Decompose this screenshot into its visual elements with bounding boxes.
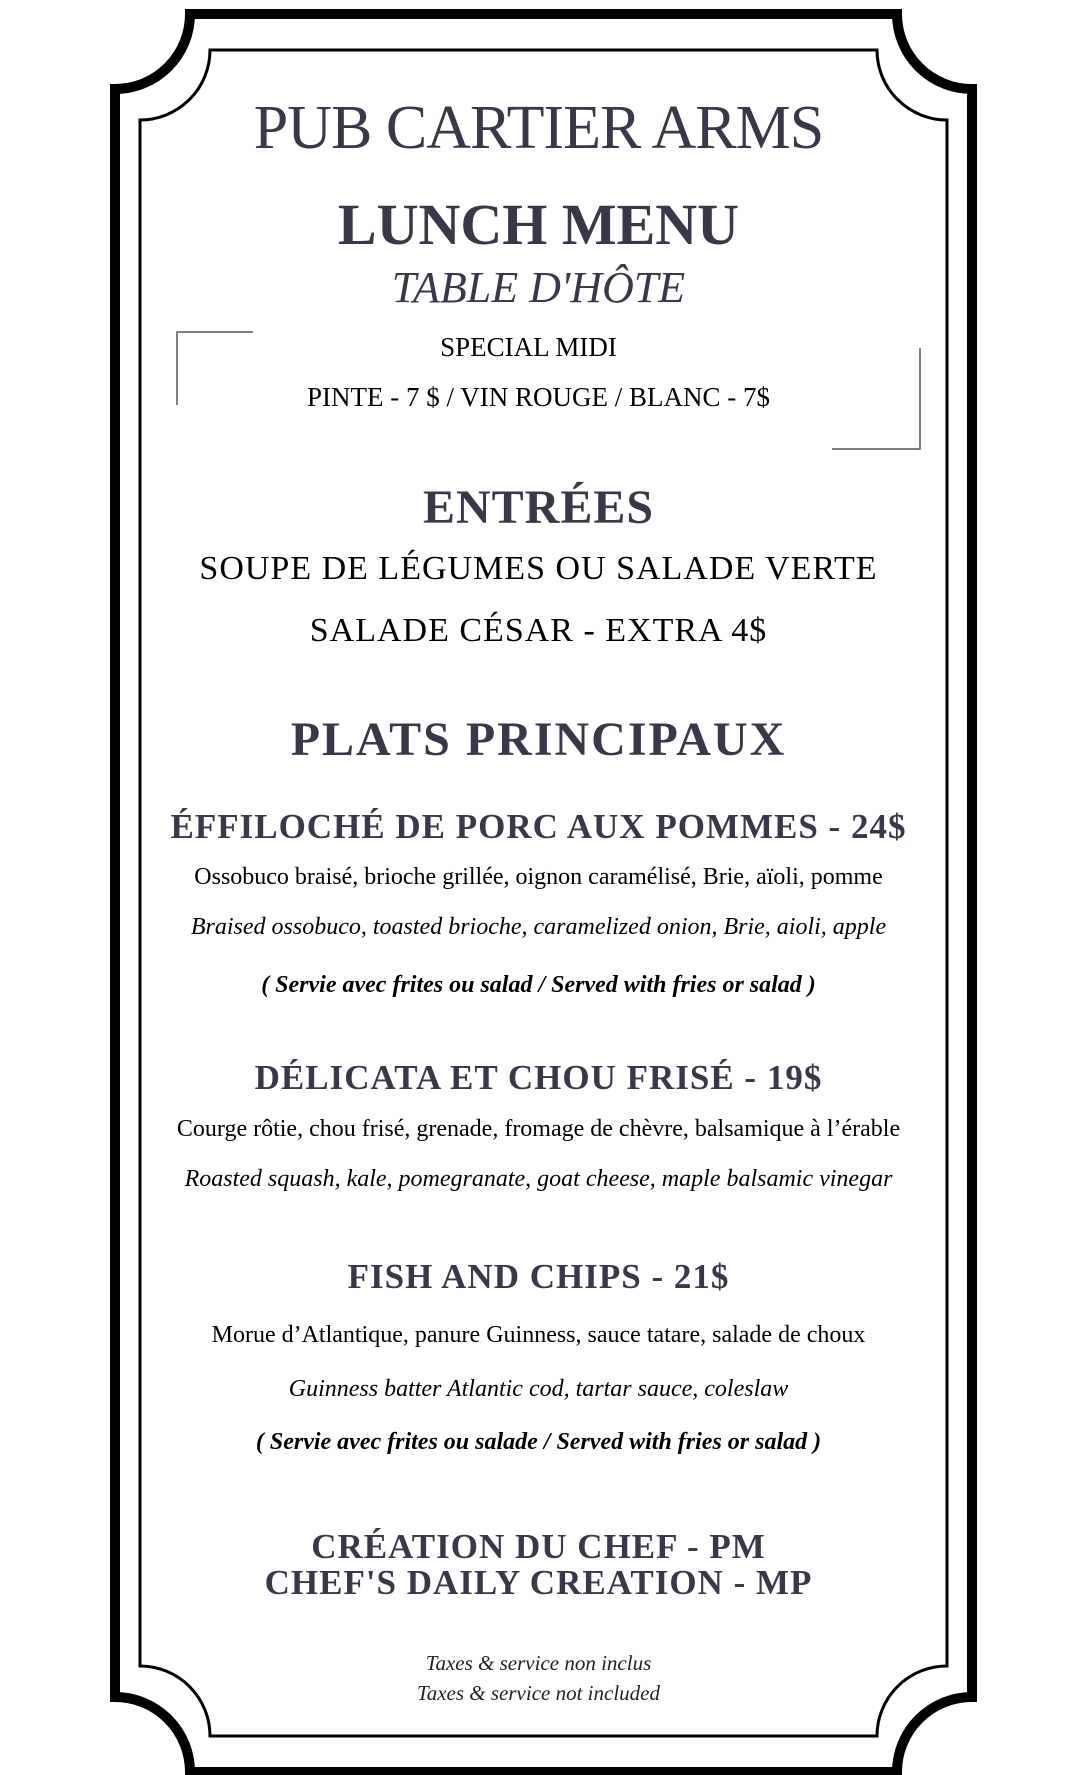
tax-note-fr: Taxes & service non inclus: [425, 1651, 652, 1675]
dish-desc-en: Roasted squash, kale, pomegranate, goat cheese, maple balsamic vinegar: [184, 1166, 893, 1192]
mains-heading: PLATS PRINCIPAUX: [290, 713, 787, 766]
dish-desc-fr: Morue d’Atlantique, panure Guinness, sauce tatare, salade de choux: [211, 1322, 866, 1348]
special-drinks: PINTE - 7 $ / VIN ROUGE / BLANC - 7$: [307, 382, 770, 412]
menu-subtitle: TABLE D'HÔTE: [391, 263, 686, 312]
dish-desc-en: Braised ossobuco, toasted brioche, caramelized onion, Brie, aioli, apple: [190, 914, 887, 940]
entree-item: SALADE CÉSAR - EXTRA 4$: [309, 612, 768, 649]
dish-desc-fr: Ossobuco braisé, brioche grillée, oignon caramélisé, Brie, aïoli, pomme: [194, 864, 883, 890]
dish-desc-en: Guinness batter Atlantic cod, tartar sauce, coleslaw: [288, 1376, 789, 1402]
dish-side-note: ( Servie avec frites ou salade / Served with fries or salad ): [255, 1429, 822, 1455]
special-title: SPECIAL MIDI: [440, 332, 617, 362]
entree-item: SOUPE DE LÉGUMES OU SALADE VERTE: [199, 550, 878, 587]
dish-side-note: ( Servie avec frites ou salad / Served with fries or salad ): [261, 972, 816, 998]
chef-creation-fr: CRÉATION DU CHEF - PM: [311, 1527, 766, 1566]
tax-note-en: Taxes & service not included: [416, 1681, 660, 1705]
dish-name: DÉLICATA ET CHOU FRISÉ - 19$: [254, 1058, 823, 1097]
entrees-heading: ENTRÉES: [422, 481, 655, 534]
dish-name: FISH AND CHIPS - 21$: [347, 1257, 730, 1296]
pub-name: PUB CARTIER ARMS: [253, 94, 824, 162]
dish-desc-fr: Courge rôtie, chou frisé, grenade, fromage de chèvre, balsamique à l’érable: [176, 1116, 901, 1142]
dish-name: ÉFFILOCHÉ DE PORC AUX POMMES - 24$: [170, 807, 907, 846]
menu-title: LUNCH MENU: [337, 192, 740, 257]
chef-creation-en: CHEF'S DAILY CREATION - MP: [264, 1563, 813, 1602]
